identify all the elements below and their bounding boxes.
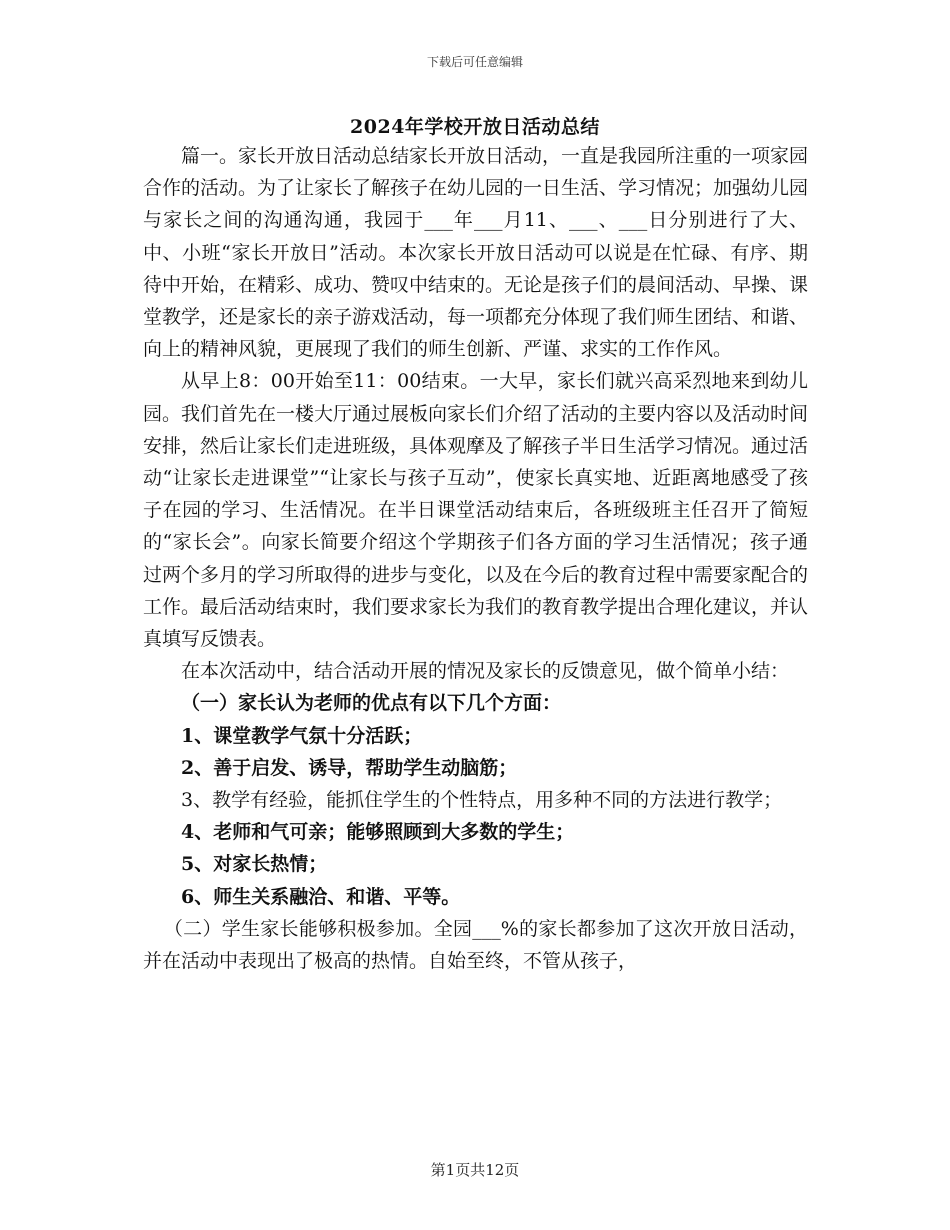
- list-item: 2、善于启发、诱导，帮助学生动脑筋；: [181, 756, 518, 779]
- list-item: 3、教学有经验，能抓住学生的个性特点，用多种不同的方法进行教学；: [181, 789, 783, 812]
- paragraph-schedule: 从早上8：00开始至11：00结束。一大早，家长们就兴高采烈地来到幼儿园。我们首先在一楼大厅通过展板向家长们介绍了活动的主要内容以及活动时间安排，然后让家长们走进班级，具体观摩及了解孩子半日生活学习情况。通过活动“让家长走进课堂”“让家长与孩子互动”，使家长真实地、近距离地感受了孩子在园的学习、生活情况。在半日课堂活动结束后，各班级班主任召开了简短的“家长会”。向家长简要介绍这个学期孩子们各方面的学习生活情况；孩子通过两个多月的学习所取得的进步与变化，以及在今后的教育过程中需要家配合的工作。最后活动结束时，我们要求家长为我们的教育教学提出合理化建议，并认真填写反馈表。: [143, 370, 809, 651]
- document-title: 2024年学校开放日活动总结: [350, 116, 600, 138]
- list-item: 6、师生关系融洽、和谐、平等。: [181, 885, 461, 908]
- list-item: 4、老师和气可亲；能够照顾到大多数的学生；: [181, 821, 575, 844]
- paragraph-summary-intro: 在本次活动中，结合活动开展的情况及家长的反馈意见，做个简单小结：: [181, 660, 790, 683]
- section-heading-teacher-strengths: （一）家长认为老师的优点有以下几个方面：: [181, 692, 562, 715]
- paragraph-intro: 篇一。家长开放日活动总结家长开放日活动，一直是我园所注重的一项家园合作的活动。为了让家长了解孩子在幼儿园的一日生活、学习情况；加强幼儿园与家长之间的沟通沟通，我园于___年___月11、___、___日分别进行了大、中、小班“家长开放日”活动。本次家长开放日活动可以说是在忙碌、有序、期待中开始，在精彩、成功、赞叹中结束的。无论是孩子们的晨间活动、早操、课堂教学，还是家长的亲子游戏活动，每一项都充分体现了我们师生团结、和谐、向上的精神风貌，更展现了我们的师生创新、严谨、求实的工作作风。: [143, 145, 809, 361]
- list-item: 1、课堂教学气氛十分活跃；: [181, 724, 423, 747]
- paragraph-participation: （二）学生家长能够积极参加。全园___%的家长都参加了这次开放日活动，并在活动中表现出了极高的热情。自始至终，不管从孩子，: [143, 917, 808, 973]
- page-footer: 第1页共12页: [430, 1161, 520, 1179]
- page-header: 下载后可任意编辑: [426, 55, 523, 69]
- document-body: [143, 140, 808, 977]
- list-item: 5、对家长热情；: [181, 853, 328, 876]
